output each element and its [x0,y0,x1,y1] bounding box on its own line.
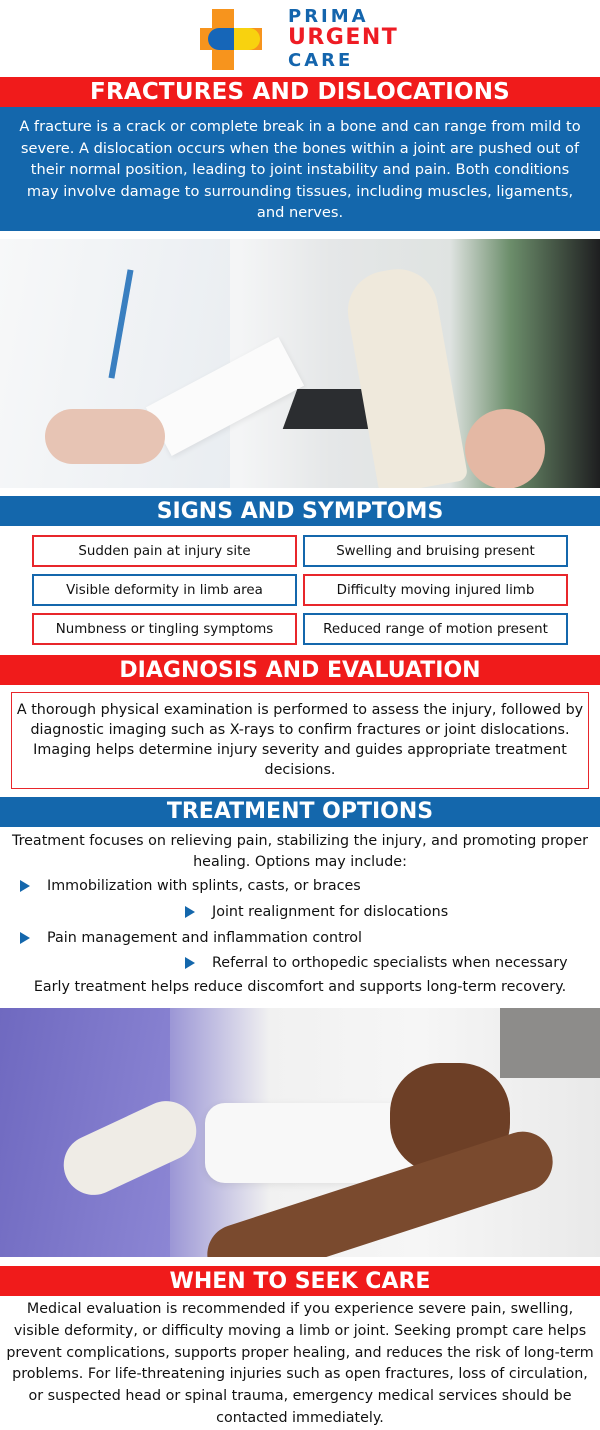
treatment-item-text: Referral to orthopedic specialists when necessary [212,955,568,971]
triangle-bullet-icon [185,957,195,969]
treatment-item-text: Joint realignment for dislocations [212,904,449,920]
section-heading-diagnosis: DIAGNOSIS AND EVALUATION [0,655,600,685]
seek-care-text: Medical evaluation is recommended if you experience severe pain, swelling, visible deformity, or difficulty moving a limb or joint. Seeking prompt care helps prevent complications, supports proper healing, and reduces the risk of long-term problems. For life-threatening injuries such as open fractures, loss of circulation, or suspected head or spinal trauma, emergency medical services should be contacted immediately. [6,1301,594,1426]
treatment-list-item [185,953,568,973]
symptom-item: Sudden pain at injury site [32,535,297,567]
treatment-item-text: Immobilization with splints, casts, or braces [47,878,361,894]
triangle-bullet-icon [20,880,30,892]
symptom-item: Reduced range of motion present [303,613,568,645]
brand-name-line2: URGENT [288,25,399,50]
symptom-grid [32,535,568,645]
bandaged-wrist [342,263,469,488]
photo-doctor-and-bandaged-wrist [0,239,600,488]
brand-logo [200,4,400,70]
doctor-hand [45,409,165,464]
section-heading-signs: SIGNS AND SYMPTOMS [0,496,600,526]
triangle-bullet-icon [20,932,30,944]
treatment-item-text: Pain management and inflammation control [47,930,362,946]
symptom-item: Swelling and bruising present [303,535,568,567]
symptom-item: Difficulty moving injured limb [303,574,568,606]
treatment-intro: Treatment focuses on relieving pain, stabilizing the injury, and promoting proper healing. Options may include: [11,833,589,870]
patient-hand [465,409,545,488]
intro-paragraph: A fracture is a crack or complete break in a bone and can range from mild to severe. A dislocation occurs when the bones within a joint are pushed out of their normal position, leading to joint instability and pain. Both conditions may involve damage to surrounding tissues, including muscles, ligaments, and nerves. [0,107,600,231]
leg-cast [205,1103,415,1183]
treatment-list-item [185,902,448,922]
patient-sweater [500,1008,600,1078]
symptom-item: Visible deformity in limb area [32,574,297,606]
section-heading-treatment: TREATMENT OPTIONS [0,797,600,827]
brand-name-line1: PRIMA [288,6,369,27]
triangle-bullet-icon [185,906,195,918]
brand-name-line3: CARE [288,50,354,71]
page-title: FRACTURES AND DISLOCATIONS [0,77,600,107]
capsule-icon [208,28,260,50]
symptom-item: Numbness or tingling symptoms [32,613,297,645]
treatment-list-item [20,928,362,948]
section-heading-seek-care: WHEN TO SEEK CARE [0,1266,600,1296]
photo-clinician-bandaging-leg [0,1008,600,1257]
diagnosis-text: A thorough physical examination is performed to assess the injury, followed by diagnostic imaging such as X-rays to confirm fractures or joint dislocations. Imaging helps determine injury severity and guides appropriate treatment decisions. [11,692,589,789]
treatment-list-item [20,876,361,896]
treatment-outro: Early treatment helps reduce discomfort and supports long-term recovery. [33,979,567,995]
